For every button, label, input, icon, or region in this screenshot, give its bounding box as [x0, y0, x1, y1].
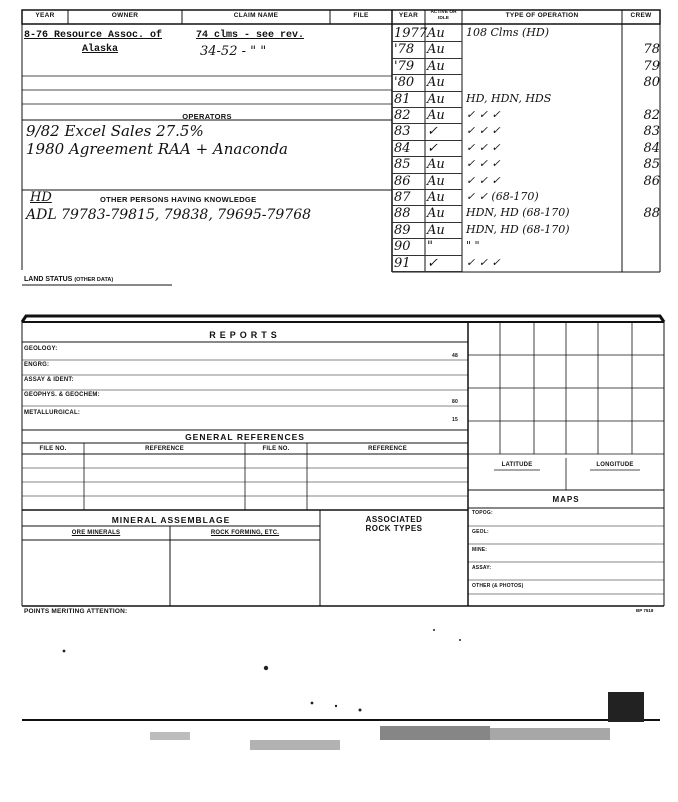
operators-line-1: 9/82 Excel Sales 27.5%	[26, 122, 204, 140]
map-row-label: OTHER (& PHOTOS)	[472, 583, 524, 589]
ore-minerals-header: ORE MINERALS	[71, 530, 121, 536]
activity-year: 89	[394, 222, 411, 238]
col-header-claim-name: CLAIM NAME	[233, 12, 279, 19]
activity-crew: 88	[643, 206, 660, 222]
longitude-label: LONGITUDE	[596, 462, 634, 468]
ref-header-reference-2: REFERENCE	[368, 446, 407, 452]
activity-crew	[628, 223, 660, 239]
ref-header-reference: REFERENCE	[145, 446, 184, 452]
operators-line-2: 1980 Agreement RAA + Anaconda	[26, 140, 288, 158]
activity-status: Au	[427, 173, 445, 189]
activity-status: Au	[427, 26, 445, 41]
activity-status: Au	[427, 206, 445, 222]
report-label: GEOLOGY:	[24, 346, 58, 352]
activity-status: "	[427, 239, 433, 255]
map-row-label: GEOL:	[472, 529, 489, 535]
activity-crew: 79	[643, 58, 660, 74]
mineral-assemblage-title: MINERAL ASSEMBLAGE	[111, 515, 231, 525]
report-label: ASSAY & IDENT:	[24, 377, 74, 383]
activity-year: 88	[394, 206, 411, 222]
col-header-file: FILE	[353, 12, 369, 19]
activity-status: ✓	[427, 255, 438, 271]
claim-line-2: 34-52 - " "	[200, 44, 267, 59]
activity-crew: 84	[643, 140, 660, 156]
activity-crew: 86	[643, 173, 660, 189]
owner-line-1: 8-76 Resource Assoc. of	[24, 30, 163, 41]
activity-year: 82	[394, 108, 411, 123]
claim-line-1: 74 clms - see rev.	[196, 30, 305, 41]
activity-year: '80	[394, 75, 415, 91]
activity-operation: ✓ ✓ ✓	[466, 108, 501, 121]
latitude-label: LATITUDE	[501, 462, 533, 468]
activity-status: Au	[427, 91, 445, 107]
activity-year: 83	[394, 124, 411, 140]
rock-types-label: ROCK TYPES	[365, 524, 423, 533]
report-number: 80	[452, 399, 458, 405]
maps-title: MAPS	[552, 495, 580, 504]
form-number: BP 7518	[636, 608, 654, 613]
activity-operation: " "	[466, 239, 480, 253]
activity-year: '78	[394, 42, 415, 58]
land-status	[24, 276, 113, 283]
col-header-year: YEAR	[35, 12, 55, 19]
activity-crew	[628, 256, 660, 272]
activity-operation	[466, 75, 622, 91]
col-header-type-of-operation: TYPE OF OPERATION	[505, 12, 579, 19]
activity-operation: ✓ ✓ (68-170)	[466, 190, 539, 203]
activity-status: Au	[427, 58, 445, 74]
activity-row-rule	[392, 271, 462, 272]
activity-crew: 80	[643, 75, 660, 91]
activity-year: 87	[394, 190, 411, 205]
activity-status: Au	[427, 157, 445, 173]
ref-header-file-no-2: FILE NO.	[262, 446, 290, 452]
activity-status: Au	[427, 75, 445, 91]
activity-status: Au	[427, 108, 445, 123]
activity-year: 1977	[394, 26, 428, 41]
activity-crew	[628, 239, 660, 255]
col-header-year2: YEAR	[398, 12, 419, 19]
col-header-crew: CREW	[630, 12, 652, 19]
col-header-active-idle: ACTIVE OR IDLE	[430, 10, 457, 21]
other-persons-prefix: HD	[30, 190, 52, 205]
associated-rock-types	[320, 515, 468, 533]
activity-crew	[628, 26, 660, 42]
activity-crew: 78	[643, 42, 660, 58]
ref-header-file-no: FILE NO.	[39, 446, 67, 452]
activity-year: '79	[394, 58, 415, 74]
activity-status: Au	[427, 222, 445, 238]
activity-crew	[628, 92, 660, 108]
col-header-owner: OWNER	[111, 12, 139, 19]
activity-crew: 85	[643, 157, 660, 173]
reports-title: REPORTS	[209, 330, 281, 340]
activity-year: 91	[394, 255, 411, 271]
activity-status: Au	[427, 190, 445, 205]
map-row-label: MINE:	[472, 547, 488, 553]
report-number: 15	[452, 417, 458, 423]
activity-year: 81	[394, 91, 411, 107]
general-references-title: GENERAL REFERENCES	[185, 432, 305, 442]
operators-label: OPERATORS	[182, 112, 232, 121]
points-meriting-attention: POINTS MERITING ATTENTION:	[24, 608, 128, 615]
associated-label: ASSOCIATED	[365, 515, 423, 524]
other-persons-entry: ADL 79783-79815, 79838, 79695-79768	[26, 207, 312, 223]
activity-status: Au	[427, 42, 445, 58]
activity-status: ✓	[427, 124, 438, 140]
activity-status: ✓	[427, 140, 438, 156]
report-label: ENGRG:	[24, 362, 50, 368]
report-label: METALLURGICAL:	[24, 410, 81, 416]
activity-operation: HDN, HD (68-170)	[466, 206, 570, 220]
activity-operation: 108 Clms (HD)	[466, 26, 549, 39]
rock-forming-header: ROCK FORMING, ETC.	[210, 530, 280, 536]
activity-operation: HD, HDN, HDS	[466, 91, 552, 105]
land-status-label: LAND STATUS	[24, 276, 73, 283]
activity-operation: ✓ ✓ ✓	[466, 173, 501, 187]
activity-year: 90	[394, 239, 411, 255]
activity-year: 85	[394, 157, 411, 173]
activity-operation	[466, 42, 622, 58]
activity-operation: ✓ ✓ ✓	[466, 255, 501, 269]
activity-operation: ✓ ✓ ✓	[466, 124, 501, 138]
activity-operation: HDN, HD (68-170)	[466, 222, 570, 236]
map-row-label: TOPOG:	[472, 510, 493, 516]
activity-crew	[628, 190, 660, 206]
land-status-sub: (OTHER DATA)	[74, 277, 114, 283]
activity-operation: ✓ ✓ ✓	[466, 157, 501, 171]
activity-operation	[466, 59, 622, 75]
map-row-label: ASSAY:	[472, 565, 492, 571]
activity-crew: 82	[643, 108, 660, 123]
activity-crew: 83	[643, 124, 660, 140]
report-number: 48	[452, 353, 458, 359]
other-persons-label: OTHER PERSONS HAVING KNOWLEDGE	[100, 195, 257, 204]
activity-operation: ✓ ✓ ✓	[466, 140, 501, 154]
owner-line-2: Alaska	[82, 44, 119, 55]
activity-year: 86	[394, 173, 411, 189]
report-label: GEOPHYS. & GEOCHEM:	[24, 392, 100, 398]
activity-year: 84	[394, 140, 411, 156]
